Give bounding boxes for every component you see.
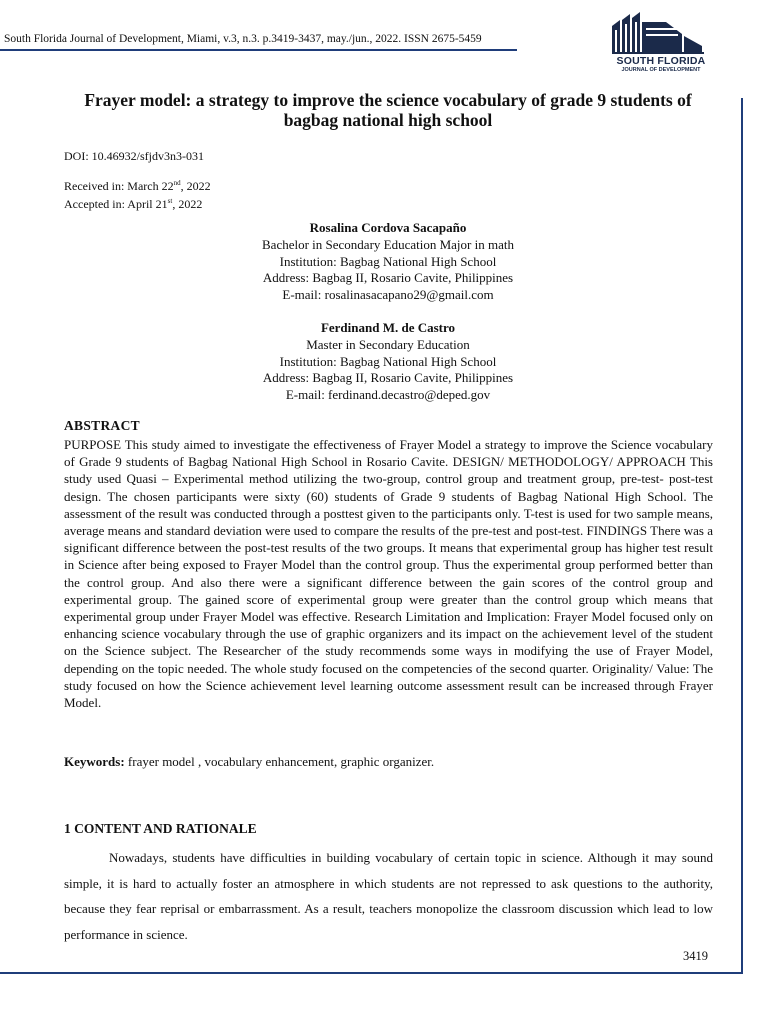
submission-dates: [64, 176, 211, 211]
author-degree: Master in Secondary Education: [306, 336, 470, 352]
header-rule: [0, 49, 517, 51]
page-number: 3419: [683, 949, 708, 963]
journal-citation: South Florida Journal of Development, Miami, v.3, n.3. p.3419-3437, may./jun., 2022. ISSN 2675-5459: [4, 33, 482, 45]
right-border-rule: [741, 98, 743, 972]
body-paragraph: Nowadays, students have difficulties in building vocabulary of certain topic in science. Although it may sound simple, it is hard to actually foster an atmosphere in which students are not repressed to ask questions to the authority, because they fear reprisal or embarrassment. As a result, teachers monopolize the classroom discussion which lead to low performance in science.: [64, 850, 713, 942]
author-block: [140, 220, 636, 304]
abstract-heading: ABSTRACT: [64, 418, 140, 433]
logo-text-primary: SOUTH FLORIDA: [616, 55, 706, 67]
author-email: E-mail: ferdinand.decastro@deped.gov: [285, 387, 491, 403]
accepted-date: Accepted in: April 21st, 2022: [64, 196, 203, 211]
author-degree: Bachelor in Secondary Education Major in math: [262, 236, 514, 252]
bottom-border-rule: [0, 972, 743, 974]
author-block: [140, 320, 636, 404]
author-institution: Institution: Bagbag National High School: [279, 253, 497, 269]
doi: DOI: 10.46932/sfjdv3n3-031: [64, 149, 204, 163]
author-institution: Institution: Bagbag National High School: [279, 353, 497, 369]
section-heading: 1 CONTENT AND RATIONALE: [64, 821, 257, 836]
author-address: Address: Bagbag II, Rosario Cavite, Philippines: [262, 270, 514, 286]
keywords-text: frayer model , vocabulary enhancement, graphic organizer.: [124, 754, 435, 769]
keywords-label: Keywords:: [64, 754, 125, 769]
keywords: [64, 754, 434, 770]
author-email: E-mail: rosalinasacapano29@gmail.com: [282, 287, 494, 303]
paper-title: Frayer model: a strategy to improve the science vocabulary of grade 9 students of bagbag national high school: [84, 90, 692, 130]
received-date: Received in: March 22nd, 2022: [64, 179, 211, 193]
author-name: Rosalina Cordova Sacapaño: [309, 220, 467, 235]
abstract-text: PURPOSE This study aimed to investigate the effectiveness of Frayer Model a strategy to improve the Science vocabulary of Grade 9 students of Bagbag National High School in Rosario Cavite. DESIGN/ METHODOLOGY/ APPROACH This study used Quasi – Experimental method utilizing the two-group, control group and treatment group, pre-test- post-test design. The chosen participants were sixty (60) students of Grade 9 students of Bagbag National High School. The assessment of the result was conducted through a posttest given to the participants only. T-test is used for two sample means, average means and standard deviation were used to compare the results of the pre-test and post-test. FINDINGS There was a significant difference between the post-test results of the two groups. It means that experimental group has higher test result in Science after being exposed to Frayer Model than the control group. Thus the experimental group performed better than the control group. And also there were a significant difference between the gain scores of the control group and experimental group. The gained score of experimental group were greater than the control group which means that experimental group under Frayer Model was effective. Research Limitation and Implication: Frayer Model focused only on enhancing science vocabulary through the use of graphic organizers and its impact on the achievement level of the student on the Science subject. The Researcher of the study recommends some ways in modifying the use of Frayer Model, depending on the topic needed. The whole study focused on the competencies of the second quarter. Originality/ Value: The study focused on how the Science achievement level learning outcome assessment result can be increased through Frayer Model.: [64, 437, 713, 711]
author-address: Address: Bagbag II, Rosario Cavite, Philippines: [262, 370, 514, 386]
logo-text-secondary: JOURNAL OF DEVELOPMENT: [621, 67, 701, 73]
author-name: Ferdinand M. de Castro: [320, 320, 456, 335]
